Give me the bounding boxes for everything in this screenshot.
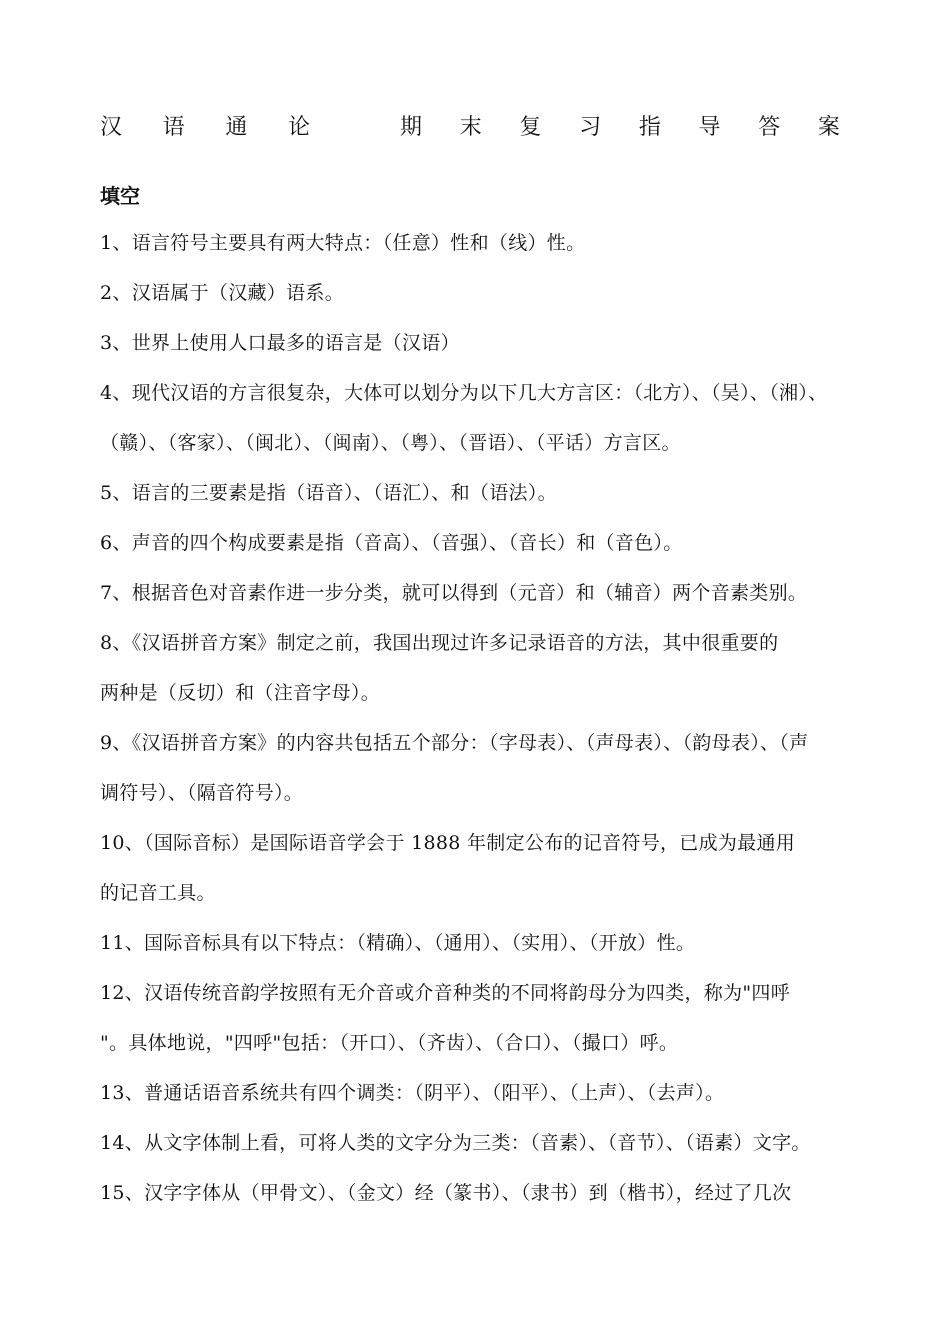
text-line: 两种是（反切）和（注音字母）。 [100, 682, 381, 704]
text-line: 3、世界上使用人口最多的语言是（汉语） [100, 332, 460, 354]
text-line: 5、语言的三要素是指（语音）、（语汇）、和（语法）。 [100, 482, 557, 504]
title-char: 论 [287, 115, 310, 140]
title-subtitle [400, 110, 840, 141]
text-line: 13、普通话语音系统共有四个调类：（阴平）、（阳平）、（上声）、（去声）。 [100, 1082, 725, 1104]
text-line: 的记音工具。 [100, 882, 216, 904]
text-line: 调符号）、（隔音符号）。 [100, 782, 304, 804]
text-line: 6、声音的四个构成要素是指（音高）、（音强）、（音长）和（音色）。 [100, 532, 683, 554]
title-char: 通 [225, 115, 248, 140]
title-char: 案 [817, 115, 840, 140]
text-line: 8、《汉语拼音方案》制定之前，我国出现过许多记录语音的方法，其中很重要的 [100, 632, 779, 654]
text-line: 15、汉字字体从（甲骨文）、（金文）经（篆书）、（隶书）到（楷书），经过了几次 [100, 1182, 792, 1204]
text-line: 9、《汉语拼音方案》的内容共包括五个部分：（字母表）、（声母表）、（韵母表）、（声 [100, 732, 809, 754]
text-line: 1、语言符号主要具有两大特点：（任意）性和（线）性。 [100, 232, 586, 254]
title-char: 汉 [100, 115, 123, 140]
text-line: 2、汉语属于（汉藏）语系。 [100, 282, 344, 304]
title-char: 末 [459, 115, 482, 140]
text-line: 4、现代汉语的方言很复杂，大体可以划分为以下几大方言区：（北方）、（吴）、（湘）、 [100, 382, 828, 404]
text-line: （赣）、（客家）、（闽北）、（闽南）、（粤）、（晋语）、（平话）方言区。 [100, 432, 681, 454]
title-char: 指 [638, 115, 661, 140]
text-line: 10、（国际音标）是国际语音学会于 1888 年制定公布的记音符号，已成为最通用 [100, 832, 796, 854]
text-line: 14、从文字体制上看，可将人类的文字分为三类：（音素）、（音节）、（语素）文字。 [100, 1132, 811, 1154]
title-char: 答 [758, 115, 781, 140]
title-char: 期 [400, 115, 423, 140]
document-title [100, 110, 840, 141]
title-course-name [100, 110, 310, 141]
text-line: 12、汉语传统音韵学按照有无介音或介音种类的不同将韵母分为四类，称为"四呼 [100, 982, 791, 1004]
title-char: 习 [579, 115, 602, 140]
title-char: 复 [519, 115, 542, 140]
section-heading: 填空 [100, 184, 140, 208]
text-line: "。具体地说，"四呼"包括：（开口）、（齐齿）、（合口）、（撮口）呼。 [100, 1032, 679, 1054]
text-line: 7、根据音色对音素作进一步分类，就可以得到（元音）和（辅音）两个音素类别。 [100, 582, 808, 604]
text-line: 11、国际音标具有以下特点：（精确）、（通用）、（实用）、（开放）性。 [100, 932, 696, 954]
title-char: 语 [162, 115, 185, 140]
title-char: 导 [698, 115, 721, 140]
